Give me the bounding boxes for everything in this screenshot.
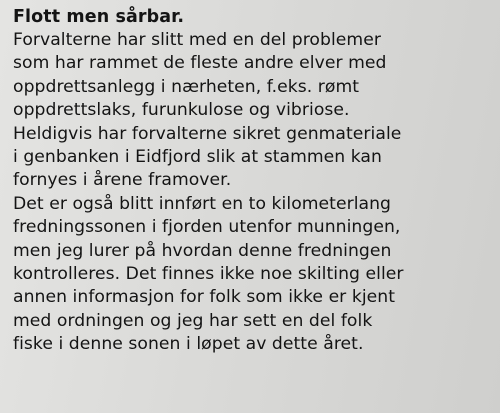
body-text [13,29,500,357]
text-line: i genbanken i Eidfjord slik at stammen kan [13,147,382,168]
text-line: fornyes i årene framover. [13,170,232,191]
text-line: kontrolleres. Det finnes ikke noe skilting eller [13,264,404,285]
section-title: Flott men sårbar. [13,7,185,27]
text-line: annen informasjon for folk som ikke er kjent [13,287,396,308]
text-line: Heldigvis har forvalterne sikret genmateriale [13,123,402,144]
text-line: fredningssonen i fjorden utenfor munningen, [13,217,401,238]
text-line: Forvalterne har slitt med en del problemer [13,30,381,50]
text-line: med ordningen og jeg har sett en del folk [13,310,373,331]
text-line: men jeg lurer på hvordan denne fredningen [13,240,392,261]
text-line: oppdrettslaks, furunkulose og vibriose. [13,100,350,121]
text-line: som har rammet de fleste andre elver med [13,53,387,74]
text-line: fiske i denne sonen i løpet av dette året. [13,334,364,355]
text-line: Det er også blitt innført en to kilometerlang [13,193,392,214]
text-line: oppdrettsanlegg i nærheten, f.eks. rømt [13,76,360,97]
